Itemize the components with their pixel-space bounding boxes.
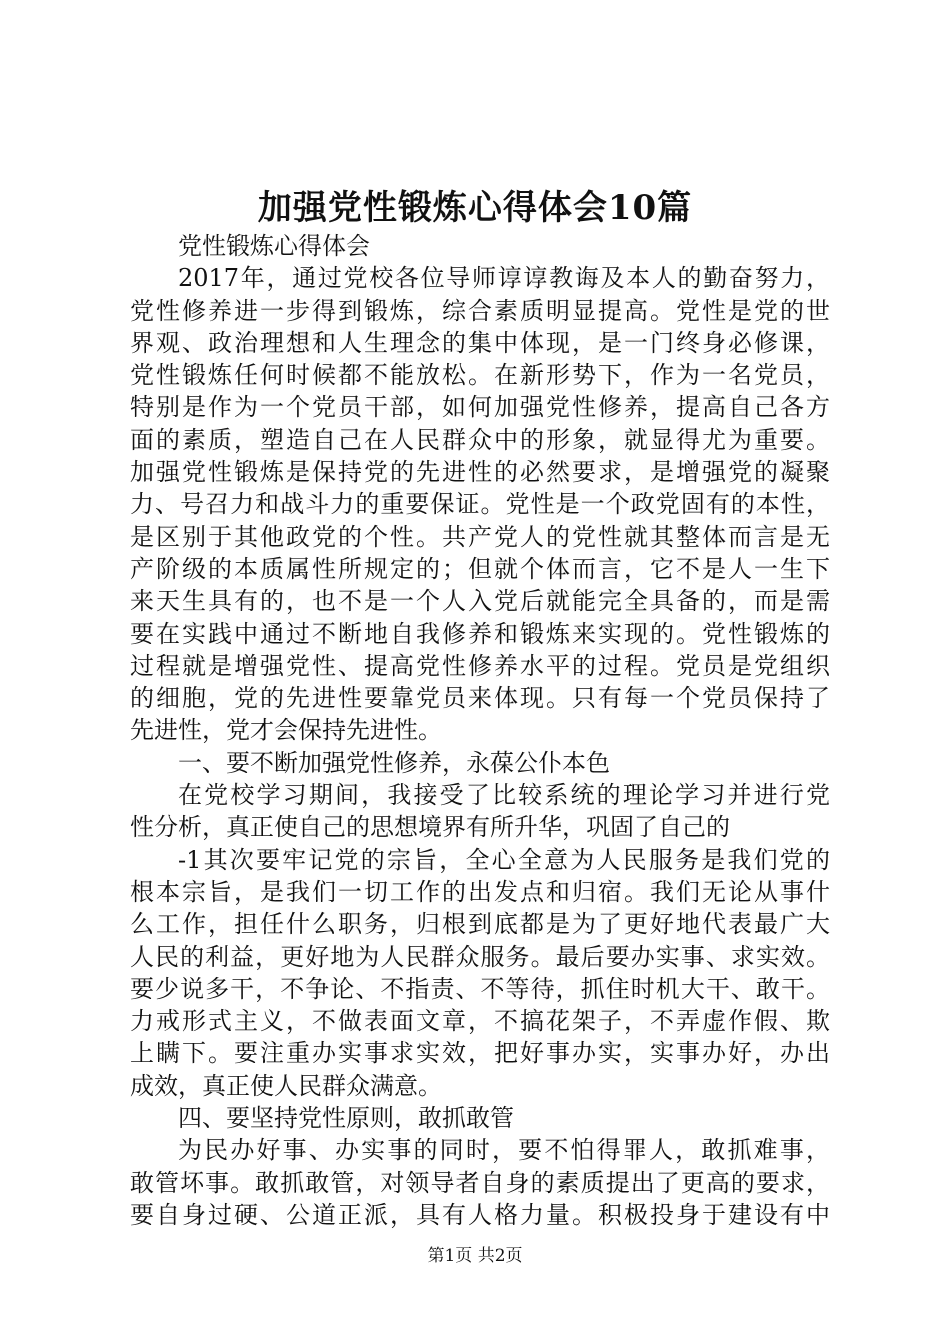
text-line: 人民的利益，更好地为人民群众服务。最后要办实事、求实效。 (130, 942, 830, 971)
text-line: 的细胞，党的先进性要靠党员来体现。只有每一个党员保持了 (130, 684, 830, 713)
text-line: 性分析，真正使自己的思想境界有所升华，巩固了自己的 (130, 813, 730, 842)
text-line: 加强党性锻炼是保持党的先进性的必然要求，是增强党的凝聚 (130, 458, 830, 487)
text-line: 根本宗旨，是我们一切工作的出发点和归宿。我们无论从事什 (130, 877, 830, 906)
text-line: 先进性，党才会保持先进性。 (130, 716, 442, 745)
text-line: 要少说多干，不争论、不指责、不等待，抓住时机大干、敢干。 (130, 974, 830, 1003)
text-line: 来天生具有的，也不是一个人入党后就能完全具备的，而是需 (130, 587, 830, 616)
text-line: 面的素质，塑造自己在人民群众中的形象，就显得尤为重要。 (130, 425, 830, 454)
text-line: 上瞒下。要注重办实事求实效，把好事办实，实事办好，办出 (130, 1039, 830, 1068)
document-body (130, 230, 830, 1231)
text-line: 一、要不断加强党性修养，永葆公仆本色 (178, 748, 610, 777)
text-line: 敢管坏事。敢抓敢管，对领导者自身的素质提出了更高的要求， (130, 1168, 830, 1197)
text-line: 界观、政治理想和人生理念的集中体现，是一门终身必修课， (130, 328, 830, 357)
text-line: 四、要坚持党性原则，敢抓敢管 (178, 1104, 514, 1133)
text-line: 力戒形式主义，不做表面文章，不搞花架子，不弄虚作假、欺 (130, 1007, 830, 1036)
text-line: 要在实践中通过不断地自我修养和锻炼来实现的。党性锻炼的 (130, 619, 830, 648)
page-number: 第1页 共2页 (427, 1246, 523, 1266)
text-line: 过程就是增强党性、提高党性修养水平的过程。党员是党组织 (130, 651, 830, 680)
text-line: 2017年，通过党校各位导师谆谆教诲及本人的勤奋努力， (178, 264, 830, 293)
text-line: 么工作，担任什么职务，归根到底都是为了更好地代表最广大 (130, 910, 830, 939)
text-line: 成效，真正使人民群众满意。 (130, 1071, 442, 1100)
text-line: 要自身过硬、公道正派，具有人格力量。积极投身于建设有中 (130, 1200, 830, 1229)
text-line: 党性修养进一步得到锻炼，综合素质明显提高。党性是党的世 (130, 296, 830, 325)
text-line: 产阶级的本质属性所规定的；但就个体而言，它不是人一生下 (130, 554, 830, 583)
text-line: 是区别于其他政党的个性。共产党人的党性就其整体而言是无 (130, 522, 830, 551)
text-line: 力、号召力和战斗力的重要保证。党性是一个政党固有的本性， (130, 490, 830, 519)
text-line: 党性锻炼心得体会 (178, 232, 370, 260)
text-line: -1其次要牢记党的宗旨，全心全意为人民服务是我们党的 (178, 845, 830, 874)
text-line: 特别是作为一个党员干部，如何加强党性修养，提高自己各方 (130, 393, 830, 422)
text-line: 为民办好事、办实事的同时，要不怕得罪人，敢抓难事， (178, 1136, 830, 1165)
text-line: 党性锻炼任何时候都不能放松。在新形势下，作为一名党员， (130, 361, 830, 390)
text-line: 在党校学习期间，我接受了比较系统的理论学习并进行党 (178, 781, 830, 810)
document-title: 加强党性锻炼心得体会10篇 (257, 188, 693, 228)
